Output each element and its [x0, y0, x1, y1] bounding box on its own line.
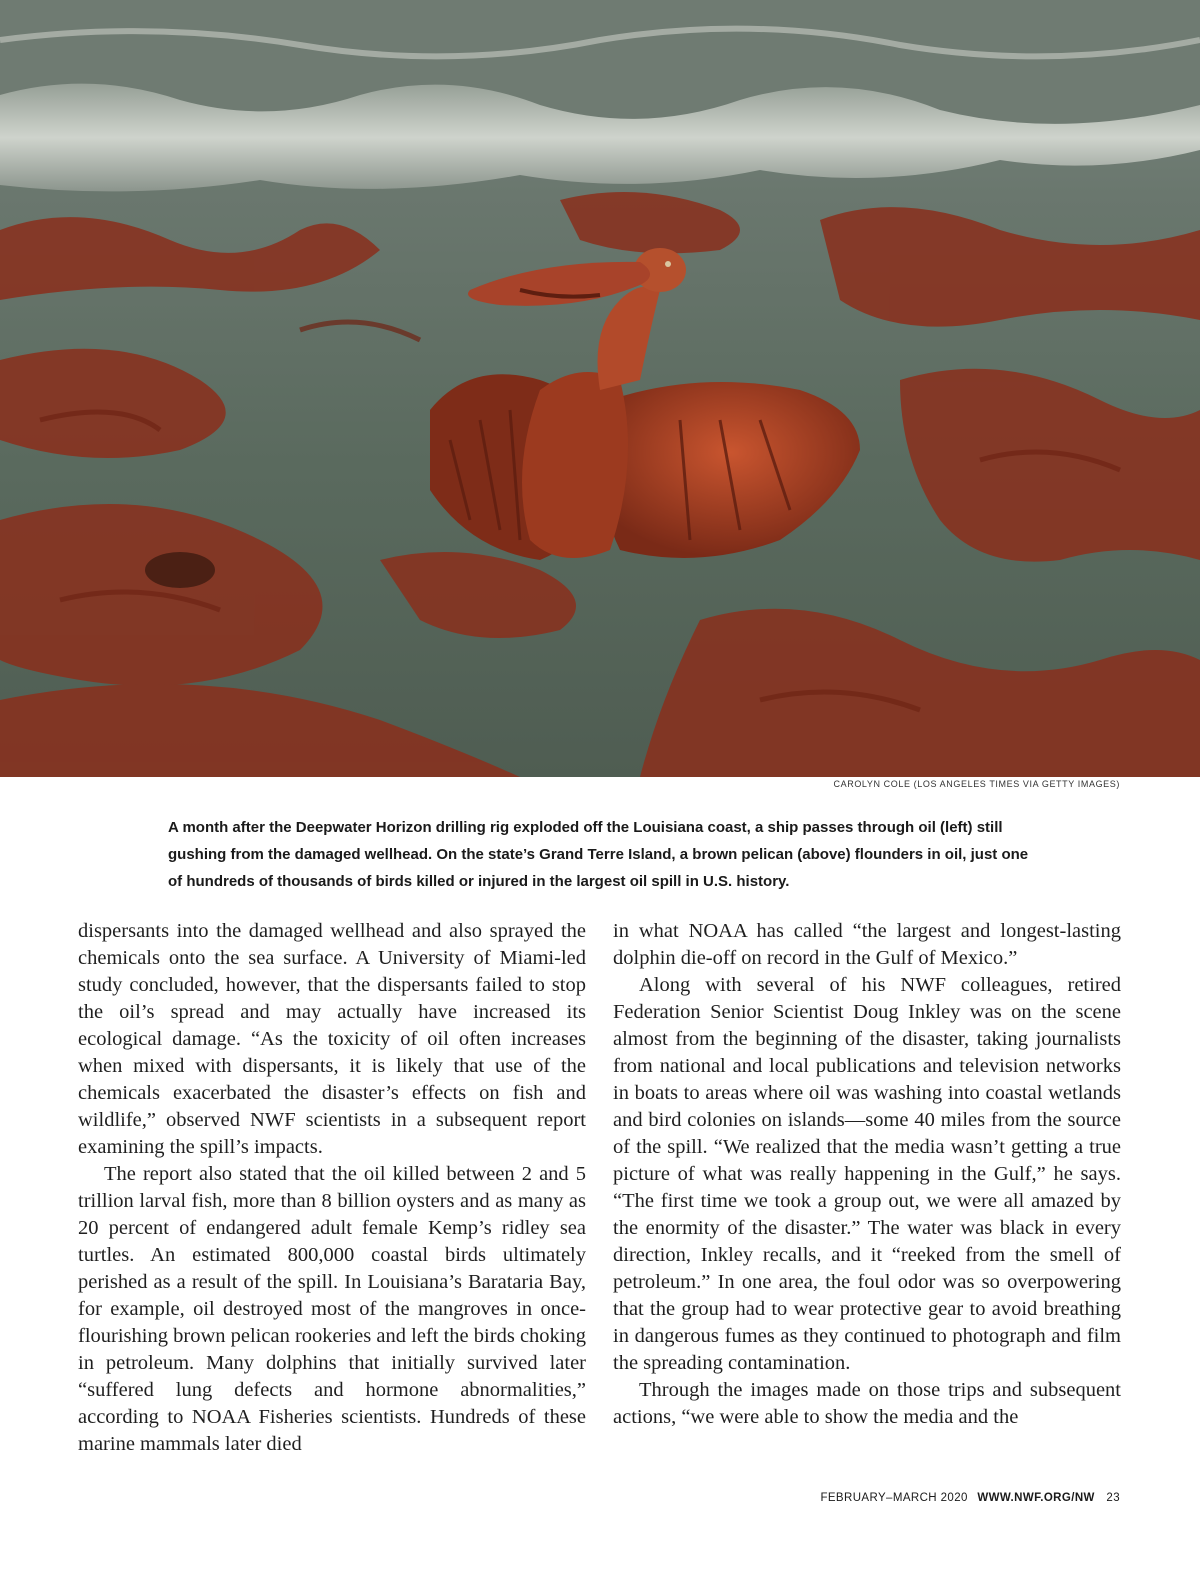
photo-credit: CAROLYN COLE (LOS ANGELES TIMES VIA GETTY IMAGES) — [833, 779, 1120, 789]
page-number: 23 — [1106, 1492, 1120, 1504]
paragraph: Along with several of his NWF colleagues, retired Federation Senior Scientist Doug Inkley was on the scene almost from the beginning of the disaster, taking journalists from national and local publications and television networks in boats to areas where oil was washing into coastal wetlands and bird colonies on islands—some 40 miles from the source of the spill. “We realized that the media wasn’t getting a true picture of what was really happening in the Gulf,” he says. “The first time we took a group out, we were all amazed by the enormity of the disaster.” The water was black in every direction, Inkley recalls, and it “reeked from the smell of petroleum.” In one area, the foul odor was so overpowering that the group had to wear protective gear to avoid breathing in dangerous fumes as they continued to photograph and film the spreading contamination. — [613, 974, 1121, 1374]
paragraph: dispersants into the damaged wellhead and also sprayed the chemicals onto the sea surface. A University of Miami-led study concluded, however, that the dispersants failed to stop the oil’s spread and may actually have increased its ecological damage. “As the toxicity of oil often increases when mixed with dispersants, it is likely that use of the chemicals exacerbated the disaster’s effects on fish and wildlife,” observed NWF scientists in a subsequent report examining the spill’s impacts. — [78, 920, 586, 1158]
paragraph: Through the images made on those trips and subsequent actions, “we were able to show the media and the — [613, 1379, 1121, 1428]
paragraph: in what NOAA has called “the largest and longest-lasting dolphin die-off on record in the Gulf of Mexico.” — [613, 920, 1121, 969]
photo-caption: A month after the Deepwater Horizon drilling rig exploded off the Louisiana coast, a ship passes through oil (left) still gushing from the damaged wellhead. On the state’s Grand Terre Island, a brown pelican (above) flounders in oil, just one of hundreds of thousands of birds killed or injured in the largest oil spill in U.S. history. — [168, 819, 1029, 890]
article-column-right — [613, 918, 1121, 1431]
article-column-left — [78, 918, 586, 1458]
paragraph: The report also stated that the oil killed between 2 and 5 trillion larval fish, more than 8 billion oysters and as many as 20 percent of endangered adult female Kemp’s ridley sea turtles. An estimated 800,000 coastal birds ultimately perished as a result of the spill. In Louisiana’s Barataria Bay, for example, oil destroyed most of the mangroves in once-flourishing brown pelican rookeries and left the birds choking in petroleum. Many dolphins that initially survived later “suffered lung defects and hormone abnormalities,” according to NOAA Fisheries scientists. Hundreds of these marine mammals later died — [78, 1163, 586, 1455]
issue-date: FEBRUARY–MARCH 2020 — [820, 1492, 968, 1504]
website-link[interactable]: WWW.NWF.ORG/NW — [977, 1492, 1095, 1504]
page-footer — [820, 1492, 1120, 1504]
photo-illustration — [0, 0, 1200, 777]
hero-photo-oiled-pelican — [0, 0, 1200, 777]
